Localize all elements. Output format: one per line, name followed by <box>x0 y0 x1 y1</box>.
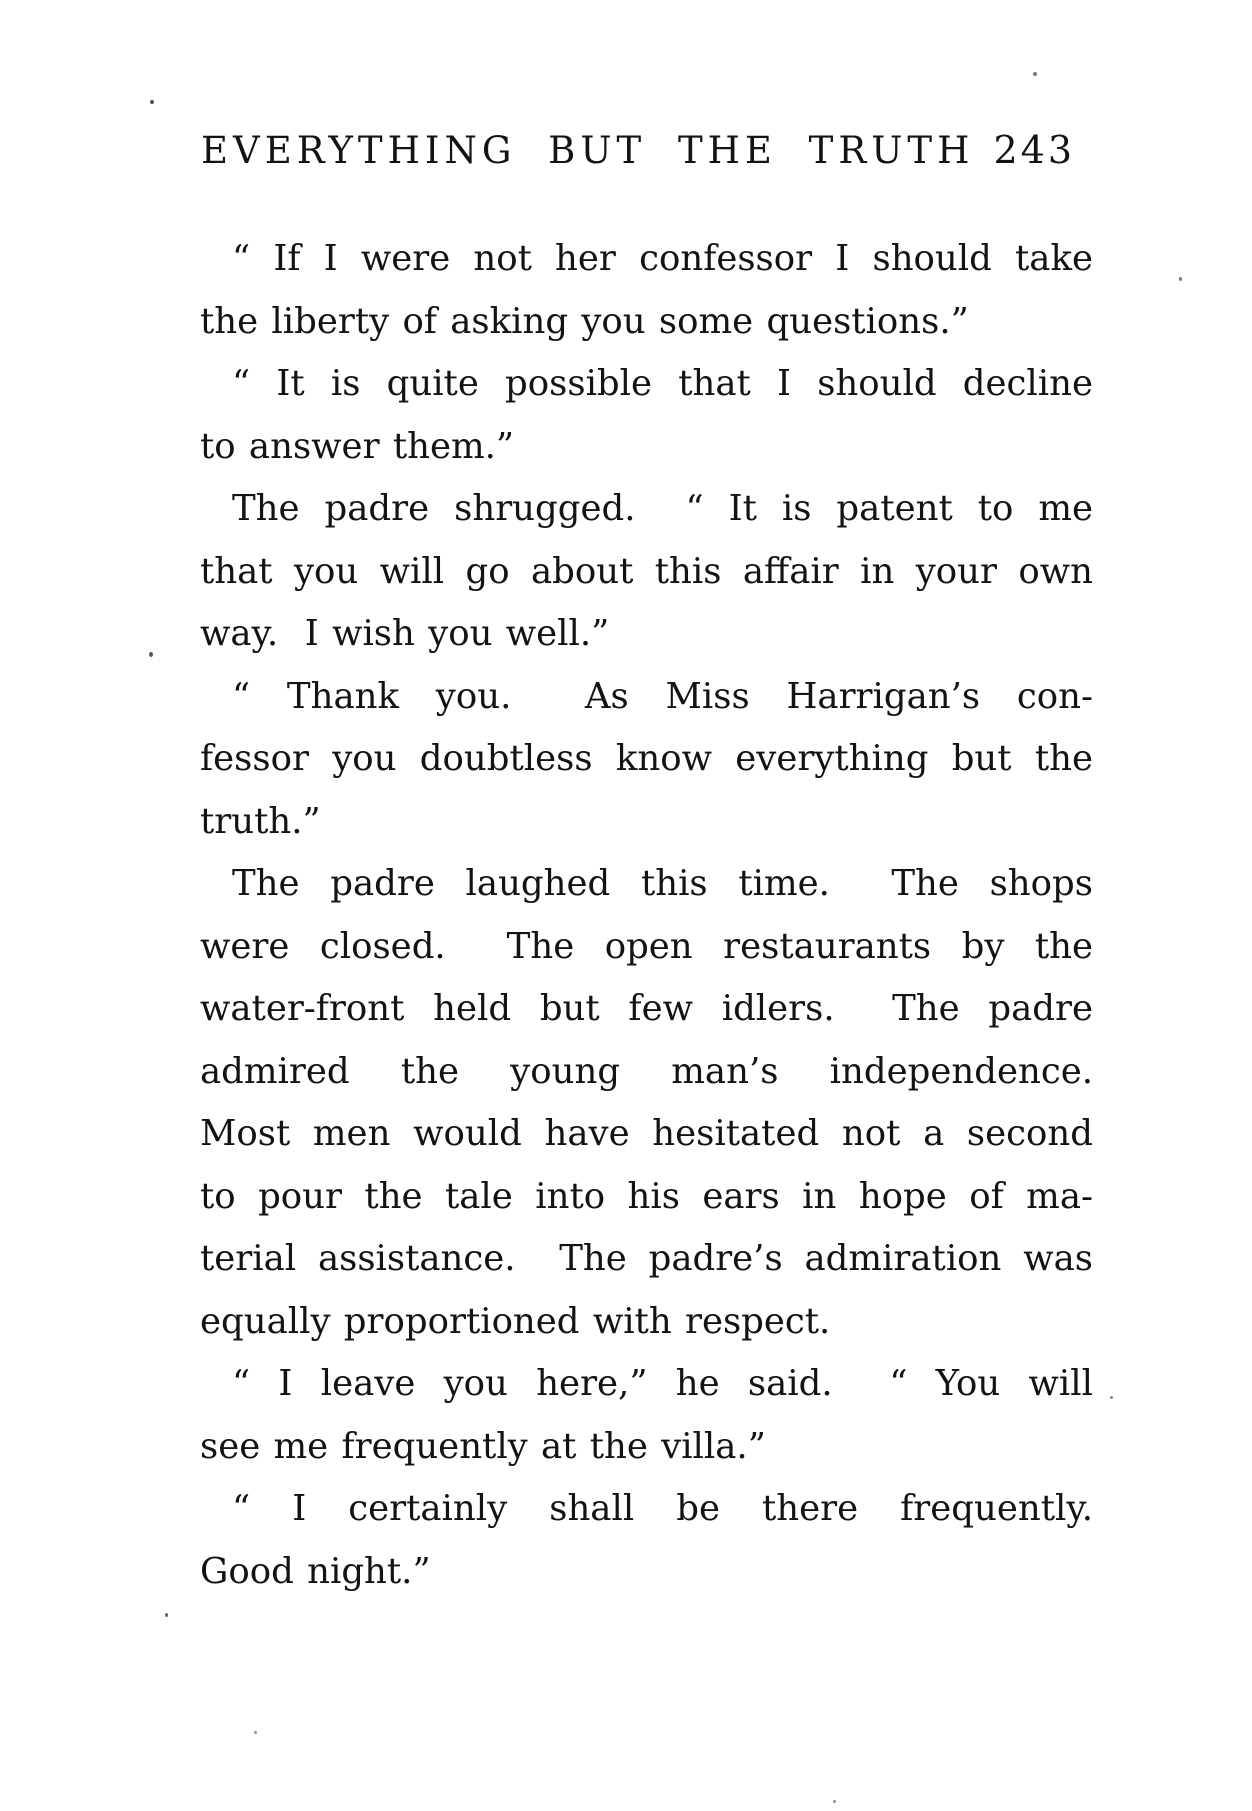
text-line: admired the young man’s independence. <box>200 1050 1093 1092</box>
text-line: “ If I were not her confessor I should take <box>232 238 1093 279</box>
scan-speck <box>1110 1396 1113 1399</box>
text-line: fessor you doubtless know everything but the <box>200 738 1093 779</box>
scan-speck <box>150 100 154 104</box>
running-head <box>201 128 1075 172</box>
text-line: Most men would have hesitated not a second <box>200 1113 1093 1154</box>
text-line: terial assistance. The padre’s admiration was <box>200 1238 1093 1279</box>
text-line: The padre laughed this time. The shops <box>232 863 1093 904</box>
text-line: equally proportioned with respect. <box>200 1300 831 1342</box>
scan-speck <box>149 652 153 657</box>
text-line: water-front held but few idlers. The padre <box>200 988 1093 1029</box>
text-line: were closed. The open restaurants by the <box>200 925 1093 967</box>
scan-speck <box>1179 277 1182 281</box>
scan-speck <box>165 1613 168 1617</box>
text-line: “ It is quite possible that I should decline <box>232 363 1093 404</box>
text-line: the liberty of asking you some questions.” <box>200 300 969 342</box>
scan-speck <box>833 1800 836 1803</box>
text-line: to answer them.” <box>200 425 515 467</box>
scan-speck <box>1033 72 1037 76</box>
scan-speck <box>254 1731 257 1734</box>
chapter-title: EVERYTHING BUT THE TRUTH <box>201 129 975 172</box>
text-line: that you will go about this affair in your own <box>200 550 1093 592</box>
text-line: The padre shrugged. “ It is patent to me <box>232 488 1093 529</box>
text-block <box>200 228 1093 1603</box>
text-line: way. I wish you well.” <box>200 613 610 654</box>
text-line: Good night.” <box>200 1550 431 1592</box>
text-line: to pour the tale into his ears in hope of ma- <box>200 1175 1093 1217</box>
text-line: “ I certainly shall be there frequently. <box>232 1488 1093 1529</box>
text-line: see me frequently at the villa.” <box>200 1425 766 1467</box>
text-line: “ Thank you. As Miss Harrigan’s con- <box>232 675 1093 717</box>
text-line: truth.” <box>200 800 321 842</box>
page-number: 243 <box>993 128 1075 172</box>
text-line: “ I leave you here,” he said. “ You will <box>232 1363 1093 1404</box>
